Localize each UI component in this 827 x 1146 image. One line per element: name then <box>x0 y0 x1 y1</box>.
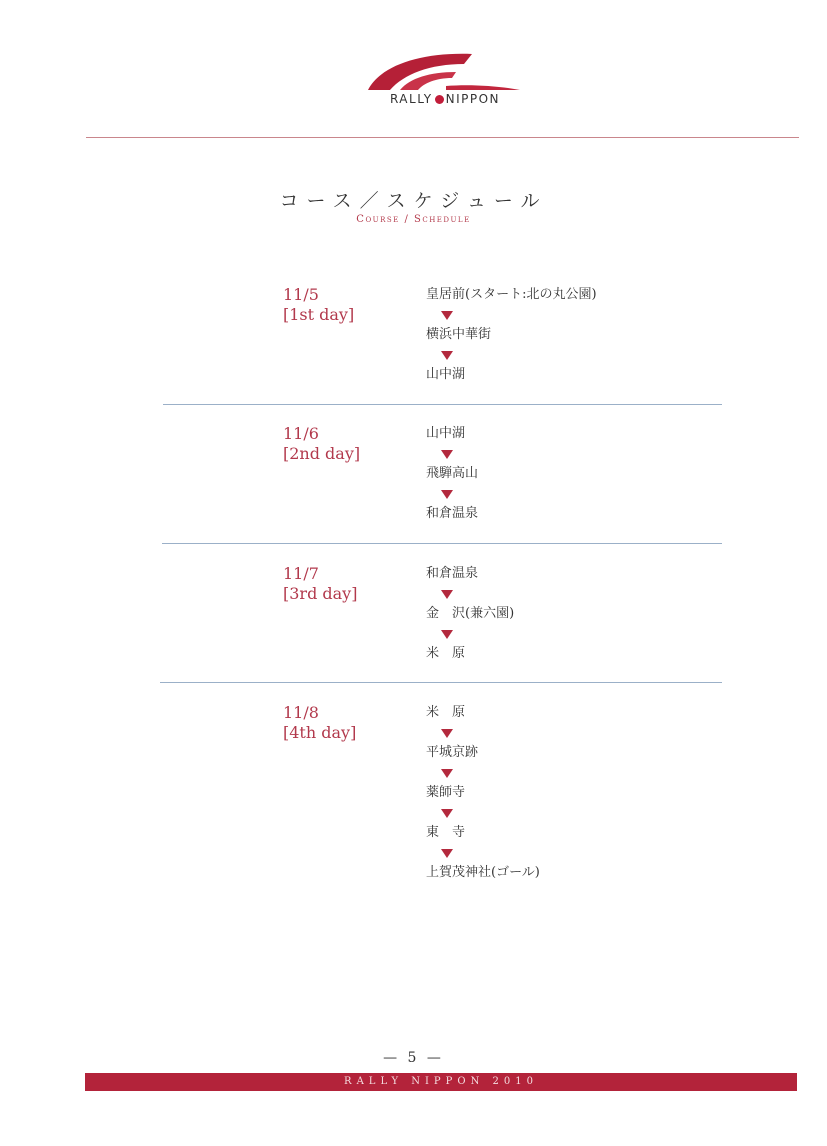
day-date: 11/6 <box>283 424 319 443</box>
route-stop: 飛騨高山 <box>426 466 479 481</box>
day-separator <box>163 404 722 405</box>
page-title: コース／スケジュール <box>279 190 548 212</box>
route-stop: 横浜中華街 <box>426 327 492 342</box>
logo-swoosh-icon <box>360 48 530 92</box>
route-stop: 山中湖 <box>426 426 466 441</box>
day-label: [3rd day] <box>283 584 358 603</box>
day-separator <box>162 543 722 544</box>
route-list <box>426 285 597 385</box>
route-stop: 金 沢(兼六園) <box>426 606 515 621</box>
route-stop: 和倉温泉 <box>426 506 479 521</box>
route-stop: 和倉温泉 <box>426 566 479 581</box>
rally-nippon-logo <box>360 48 530 114</box>
down-arrow-icon <box>426 723 540 743</box>
header-rule <box>86 137 799 138</box>
route-stop: 山中湖 <box>426 367 466 382</box>
route-stop: 皇居前(スタート:北の丸公園) <box>426 287 597 302</box>
day-date: 11/5 <box>283 285 319 304</box>
logo-wordmark <box>360 92 530 106</box>
red-dot-icon <box>435 95 444 104</box>
down-arrow-icon <box>426 843 540 863</box>
day-date: 11/7 <box>283 564 319 583</box>
route-stop: 薬師寺 <box>426 785 466 800</box>
day-label: [1st day] <box>283 305 355 324</box>
down-arrow-icon <box>426 484 478 504</box>
down-arrow-icon <box>426 584 514 604</box>
down-arrow-icon <box>426 305 597 325</box>
route-stop: 米 原 <box>426 646 466 661</box>
logo-text-right: NIPPON <box>445 92 501 106</box>
down-arrow-icon <box>426 444 478 464</box>
day-separator <box>160 682 722 683</box>
day-label: [2nd day] <box>283 444 361 463</box>
route-stop: 平城京跡 <box>426 745 479 760</box>
down-arrow-icon <box>426 763 540 783</box>
route-list <box>426 564 514 664</box>
down-arrow-icon <box>426 624 514 644</box>
day-label: [4th day] <box>283 723 357 742</box>
route-stop: 上賀茂神社(ゴール) <box>426 865 540 880</box>
logo-text-left: RALLY <box>389 92 433 106</box>
down-arrow-icon <box>426 345 597 365</box>
route-stop: 東 寺 <box>426 825 466 840</box>
route-stop: 米 原 <box>426 705 466 720</box>
page-number: — 5 — <box>383 1050 444 1066</box>
day-date: 11/8 <box>283 703 319 722</box>
route-list <box>426 703 540 883</box>
page-subtitle: Course / Schedule <box>356 214 471 225</box>
footer-banner: RALLY NIPPON 2010 <box>85 1073 797 1091</box>
route-list <box>426 424 478 524</box>
down-arrow-icon <box>426 803 540 823</box>
